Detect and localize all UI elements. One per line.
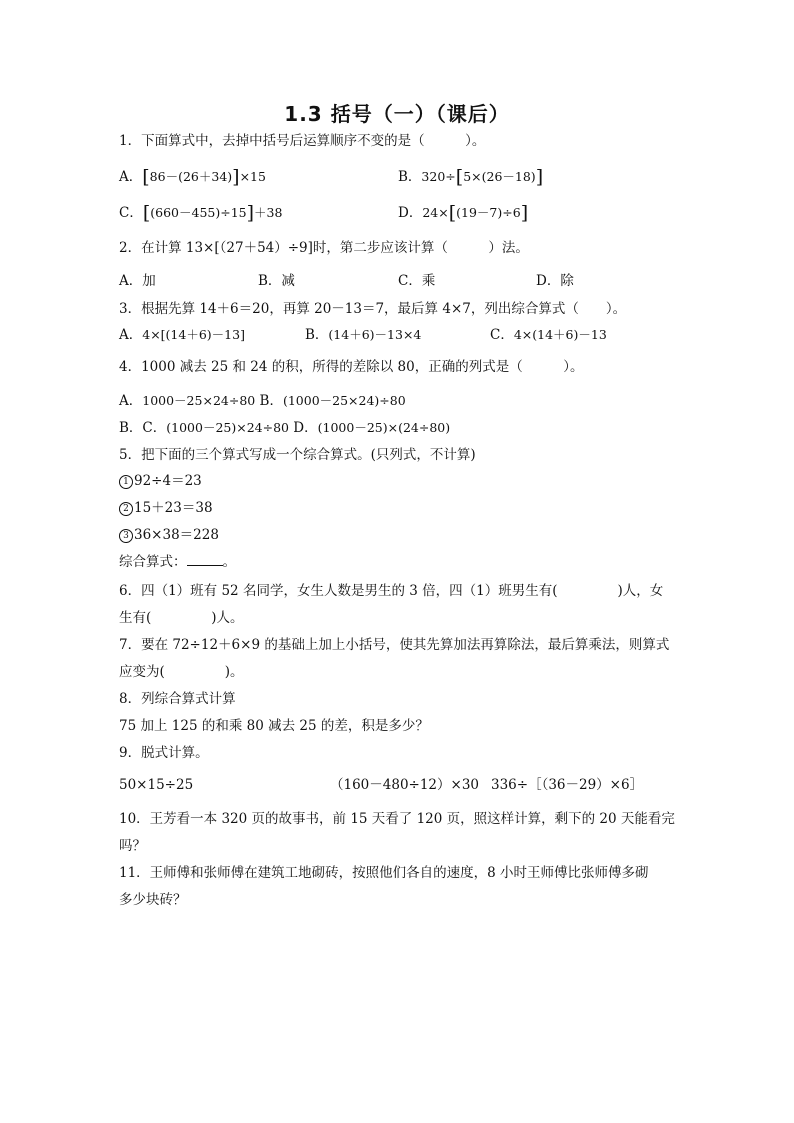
question-1-option-b: B．320÷[5×(26－18)] (398, 166, 544, 188)
question-9-expr-2: （160－480÷12）×30 (330, 777, 480, 793)
question-1-option-d: D．24×[(19－7)÷6] (398, 202, 529, 224)
question-2-option-c: C．乘 (398, 273, 436, 289)
question-5-step-2: 2 15＋23＝38 (119, 499, 213, 517)
question-5-step-3: 3 36×38＝228 (119, 526, 219, 544)
question-3-stem: 3．根据先算 14＋6＝20，再算 20－13＝7，最后算 4×7，列出综合算式（ ）。 (119, 301, 627, 317)
answer-blank[interactable] (187, 553, 223, 566)
question-8-text: 75 加上 125 的和乘 80 减去 25 的差，积是多少？ (119, 718, 429, 734)
question-10-line-1: 10．王芳看一本 320 页的故事书，前 15 天看了 120 页，照这样计算，剩下的 20 天能看完 (119, 811, 675, 827)
question-10-line-2: 吗？ (119, 838, 146, 854)
question-5-step-1: 1 92÷4＝23 (119, 472, 202, 490)
question-1-option-a: A．[86－(26＋34)]×15 (119, 166, 266, 188)
circled-number-3: 3 (119, 529, 133, 543)
question-8-stem: 8．列综合算式计算 (119, 691, 236, 707)
option-c-expr: (660－455)÷15 (150, 205, 247, 220)
question-4-stem: 4．1000 减去 25 和 24 的积，所得的差除以 80，正确的列式是（ ）。 (119, 359, 584, 375)
question-7-line-1: 7．要在 72÷12＋6×9 的基础上加上小括号，使其先算加法再算除法，最后算乘法，则算式 (119, 637, 670, 653)
question-2-option-b: B．减 (258, 273, 295, 289)
question-7-line-2: 应变为( )。 (119, 664, 244, 680)
question-5-stem: 5．把下面的三个算式写成一个综合算式。(只列式，不计算) (119, 447, 476, 463)
question-3-option-b: B．(14＋6)－13×4 (305, 327, 422, 343)
question-2-option-a: A．加 (119, 273, 156, 289)
circled-number-2: 2 (119, 502, 133, 516)
question-3-option-a: A．4×[(14＋6)－13] (119, 327, 245, 343)
question-11-line-2: 多少块砖？ (119, 892, 187, 908)
question-4-option-a-b: A．1000－25×24÷80 B．(1000－25×24)÷80 (119, 393, 406, 409)
option-b-expr: 5×(26－18) (463, 169, 536, 184)
question-3-option-c: C．4×(14＋6)－13 (490, 327, 607, 343)
question-11-line-1: 11．王师傅和张师傅在建筑工地砌砖，按照他们各自的速度，8 小时王师傅比张师傅多砌 (119, 865, 649, 881)
question-9-expr-1: 50×15÷25 (119, 777, 194, 793)
question-9-expr-3: 336÷［（36－29）×6］ (491, 777, 644, 793)
page-title: 1.3 括号（一）（课后） (284, 102, 510, 126)
option-a-expr: 86－(26＋34) (149, 169, 233, 184)
question-1-stem: 1．下面算式中，去掉中括号后运算顺序不变的是（ ）。 (119, 133, 486, 149)
circled-number-1: 1 (119, 475, 133, 489)
option-d-expr: (19－7)÷6 (456, 205, 521, 220)
question-2-option-d: D．除 (536, 273, 574, 289)
question-6-line-1: 6．四（1）班有 52 名同学，女生人数是男生的 3 倍，四（1）班男生有( )人，女 (119, 583, 664, 599)
question-1-option-c: C．[(660－455)÷15]＋38 (119, 202, 283, 224)
question-9-stem: 9．脱式计算。 (119, 745, 209, 761)
question-4-option-c-d: B．C．(1000－25)×24÷80 D．(1000－25)×(24÷80) (119, 420, 451, 436)
question-6-line-2: 生有( )人。 (119, 610, 244, 626)
question-2-stem: 2．在计算 13×[（27＋54）÷9]时，第二步应该计算（ ）法。 (119, 240, 529, 256)
question-5-answer: 综合算式： 。 (119, 554, 236, 570)
